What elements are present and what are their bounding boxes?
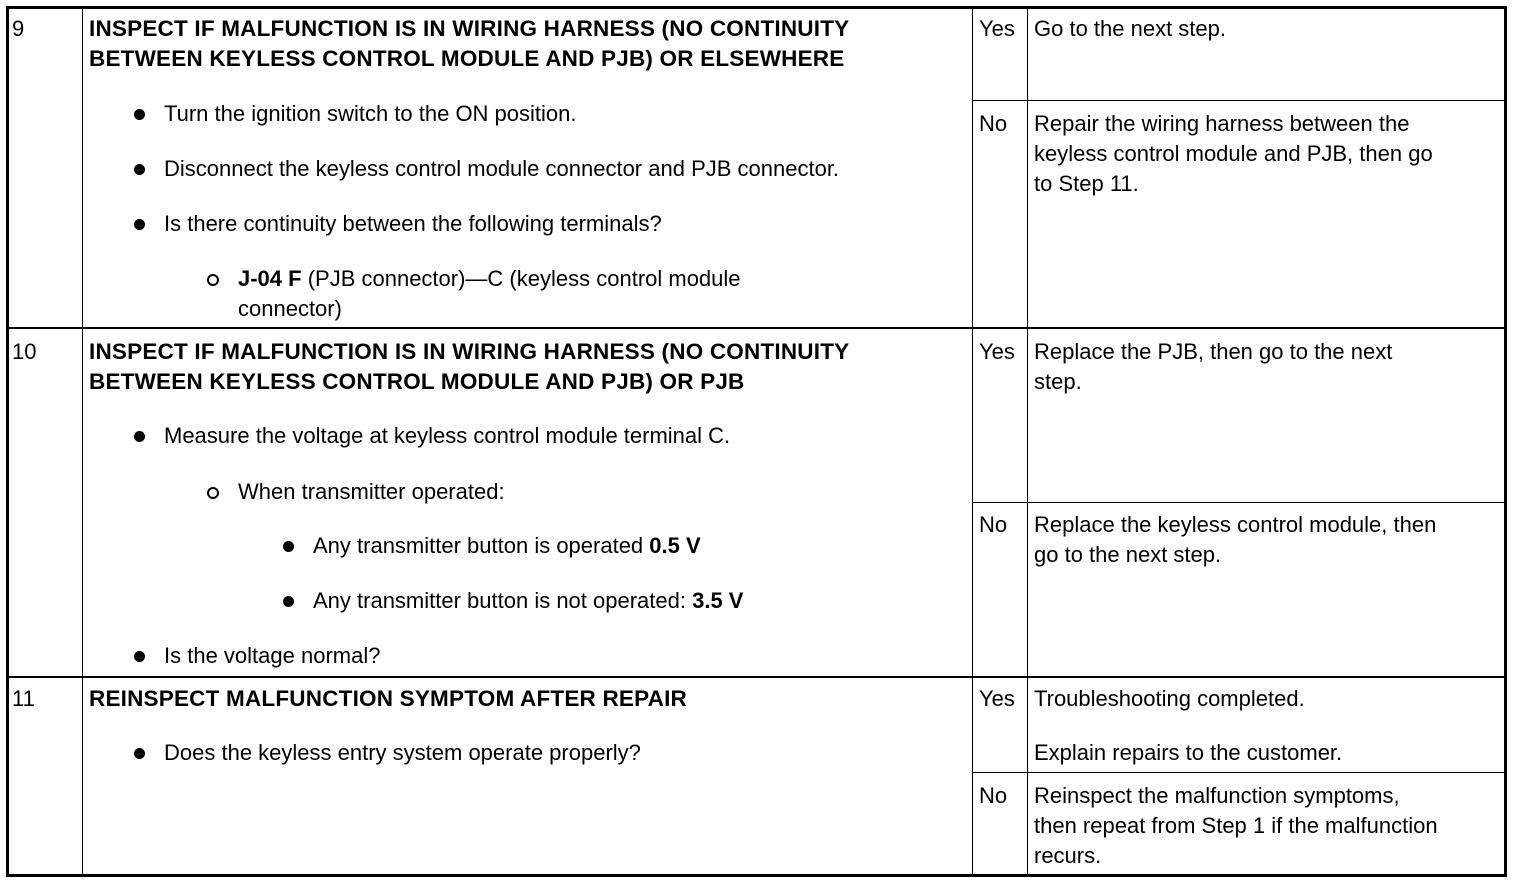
no-action: then repeat from Step 1 if the malfunction xyxy=(1034,813,1438,838)
step-number: 9 xyxy=(12,16,25,41)
sub-list-item: When transmitter operated: xyxy=(238,479,505,504)
condition-text: Any transmitter button is operated xyxy=(313,533,650,558)
condition-text: Any transmitter button is not operated: xyxy=(313,588,693,613)
no-action: Repair the wiring harness between the xyxy=(1034,111,1410,136)
bullet-icon xyxy=(134,109,145,120)
voltage-value: 3.5 V xyxy=(692,588,744,613)
no-action: go to the next step. xyxy=(1034,542,1222,567)
sub-bullet-icon xyxy=(207,487,219,499)
no-action: to Step 11. xyxy=(1034,171,1139,196)
column-divider-action xyxy=(972,6,973,877)
column-divider-result xyxy=(1027,6,1028,877)
no-action: keyless control module and PJB, then go xyxy=(1034,141,1433,166)
row-divider xyxy=(6,327,1507,329)
list-item: Is the voltage normal? xyxy=(164,643,381,668)
yes-action: Troubleshooting completed. xyxy=(1034,686,1305,711)
sub-bullet-icon xyxy=(207,274,219,286)
yes-action: step. xyxy=(1034,369,1082,394)
no-label: No xyxy=(979,783,1008,808)
sub-sub-list-item xyxy=(313,531,701,561)
yes-label: Yes xyxy=(979,339,1015,364)
yes-no-divider xyxy=(972,772,1507,773)
voltage-value: 0.5 V xyxy=(649,533,701,558)
no-action: recurs. xyxy=(1034,843,1102,868)
no-action: Reinspect the malfunction symptoms, xyxy=(1034,783,1400,808)
bullet-icon xyxy=(283,596,294,607)
sub-list-item-continued: connector) xyxy=(238,296,342,321)
bullet-icon xyxy=(134,164,145,175)
list-item: Turn the ignition switch to the ON position. xyxy=(164,101,577,126)
step-number: 10 xyxy=(12,339,37,364)
no-label: No xyxy=(979,512,1008,537)
yes-no-divider xyxy=(972,100,1507,101)
step-title: INSPECT IF MALFUNCTION IS IN WIRING HARNESS (NO CONTINUITY xyxy=(89,16,850,41)
bullet-icon xyxy=(283,541,294,552)
yes-action: Replace the PJB, then go to the next xyxy=(1034,339,1393,364)
sub-list-item xyxy=(238,264,741,294)
step-title: REINSPECT MALFUNCTION SYMPTOM AFTER REPAIR xyxy=(89,686,687,711)
list-item: Measure the voltage at keyless control module terminal C. xyxy=(164,423,731,448)
step-title: BETWEEN KEYLESS CONTROL MODULE AND PJB) OR PJB xyxy=(89,369,745,394)
no-label: No xyxy=(979,111,1008,136)
yes-label: Yes xyxy=(979,16,1015,41)
bullet-icon xyxy=(134,219,145,230)
yes-label: Yes xyxy=(979,686,1015,711)
yes-no-divider xyxy=(972,502,1507,503)
list-item: Does the keyless entry system operate properly? xyxy=(164,740,641,765)
terminal-id: J-04 F xyxy=(238,266,302,291)
yes-action: Explain repairs to the customer. xyxy=(1034,740,1343,765)
step-number: 11 xyxy=(12,686,35,711)
step-title: INSPECT IF MALFUNCTION IS IN WIRING HARNESS (NO CONTINUITY xyxy=(89,339,850,364)
step-title: BETWEEN KEYLESS CONTROL MODULE AND PJB) OR ELSEWHERE xyxy=(89,46,845,71)
terminal-description: (PJB connector)—C (keyless control module xyxy=(301,266,741,291)
list-item: Is there continuity between the following terminals? xyxy=(164,211,662,236)
yes-action: Go to the next step. xyxy=(1034,16,1227,41)
sub-sub-list-item xyxy=(313,586,743,616)
no-action: Replace the keyless control module, then xyxy=(1034,512,1437,537)
row-divider xyxy=(6,676,1507,678)
list-item: Disconnect the keyless control module connector and PJB connector. xyxy=(164,156,840,181)
bullet-icon xyxy=(134,431,145,442)
column-divider-step xyxy=(82,6,83,877)
bullet-icon xyxy=(134,748,145,759)
bullet-icon xyxy=(134,651,145,662)
